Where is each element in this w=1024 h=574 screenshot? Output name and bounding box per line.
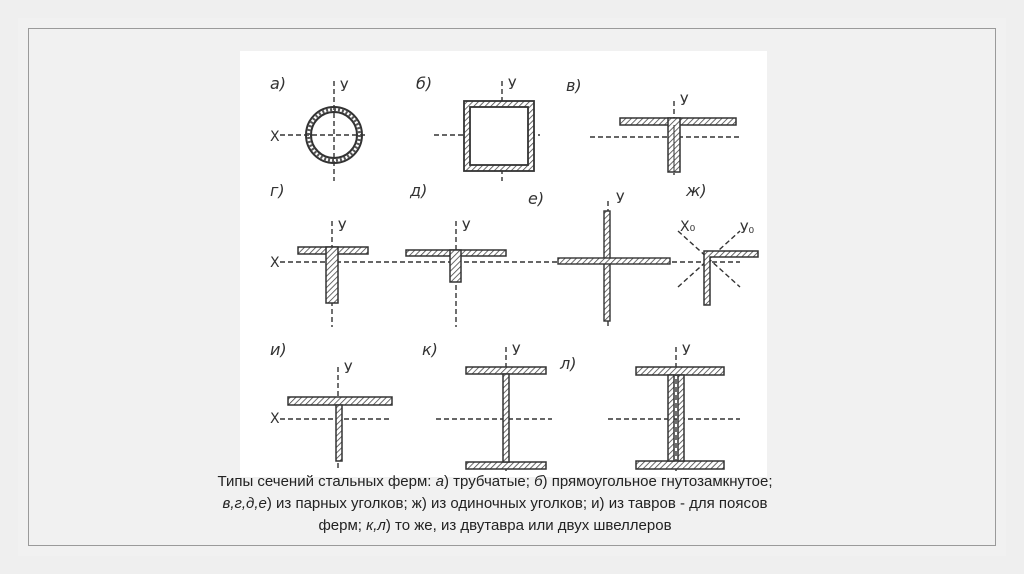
axis-x-i: X [270, 411, 280, 427]
axis-y-k: У [512, 343, 521, 359]
truss-sections-diagram [240, 51, 767, 477]
section-k-i-beam [466, 367, 546, 469]
axis-y-e: У [616, 191, 625, 207]
section-g-double-angle [298, 247, 368, 303]
label-b: б) [416, 74, 433, 93]
label-l: л) [560, 354, 577, 373]
label-d: д) [410, 181, 428, 200]
slide [18, 18, 1006, 556]
caption-line-1: Типы сечений стальных ферм: а) трубчатые; б) прямоугольное гнутозамкнутое; [217, 473, 773, 490]
caption-line-3: ферм; к,л) то же, из двутавра или двух швеллеров [318, 517, 672, 534]
label-v: в) [566, 76, 582, 95]
label-k: к) [422, 340, 438, 359]
label-zh: ж) [686, 181, 707, 200]
axis-x-g: X [270, 255, 280, 271]
section-v-double-angle [620, 118, 736, 172]
section-zh-single-angle [704, 251, 758, 305]
section-i-tee [288, 397, 392, 461]
axis-y-v: У [680, 93, 689, 109]
label-e: е) [528, 189, 545, 208]
label-i: и) [270, 340, 287, 359]
truss-sections-figure [240, 51, 767, 477]
section-e-cross-angle [558, 211, 670, 321]
axis-y-i: У [344, 361, 353, 377]
axis-y0-zh: У₀ [740, 221, 755, 237]
axis-y-b: У [508, 77, 517, 93]
axis-y-a: У [340, 79, 349, 95]
axis-x-a: X [270, 129, 280, 145]
label-g: г) [270, 181, 285, 200]
axis-y-d: У [462, 219, 471, 235]
axis-y-l: У [682, 343, 691, 359]
section-b-box [464, 101, 534, 171]
caption-line-2: в,г,д,е) из парных уголков; ж) из одиночных уголков; и) из тавров - для поясов [222, 495, 768, 512]
axis-x0-zh: X₀ [680, 219, 696, 235]
section-d-double-angle [406, 250, 506, 282]
label-a: а) [270, 74, 287, 93]
figure-caption [158, 471, 832, 537]
axis-y-g: У [338, 219, 347, 235]
section-l-double-channel [636, 367, 724, 469]
